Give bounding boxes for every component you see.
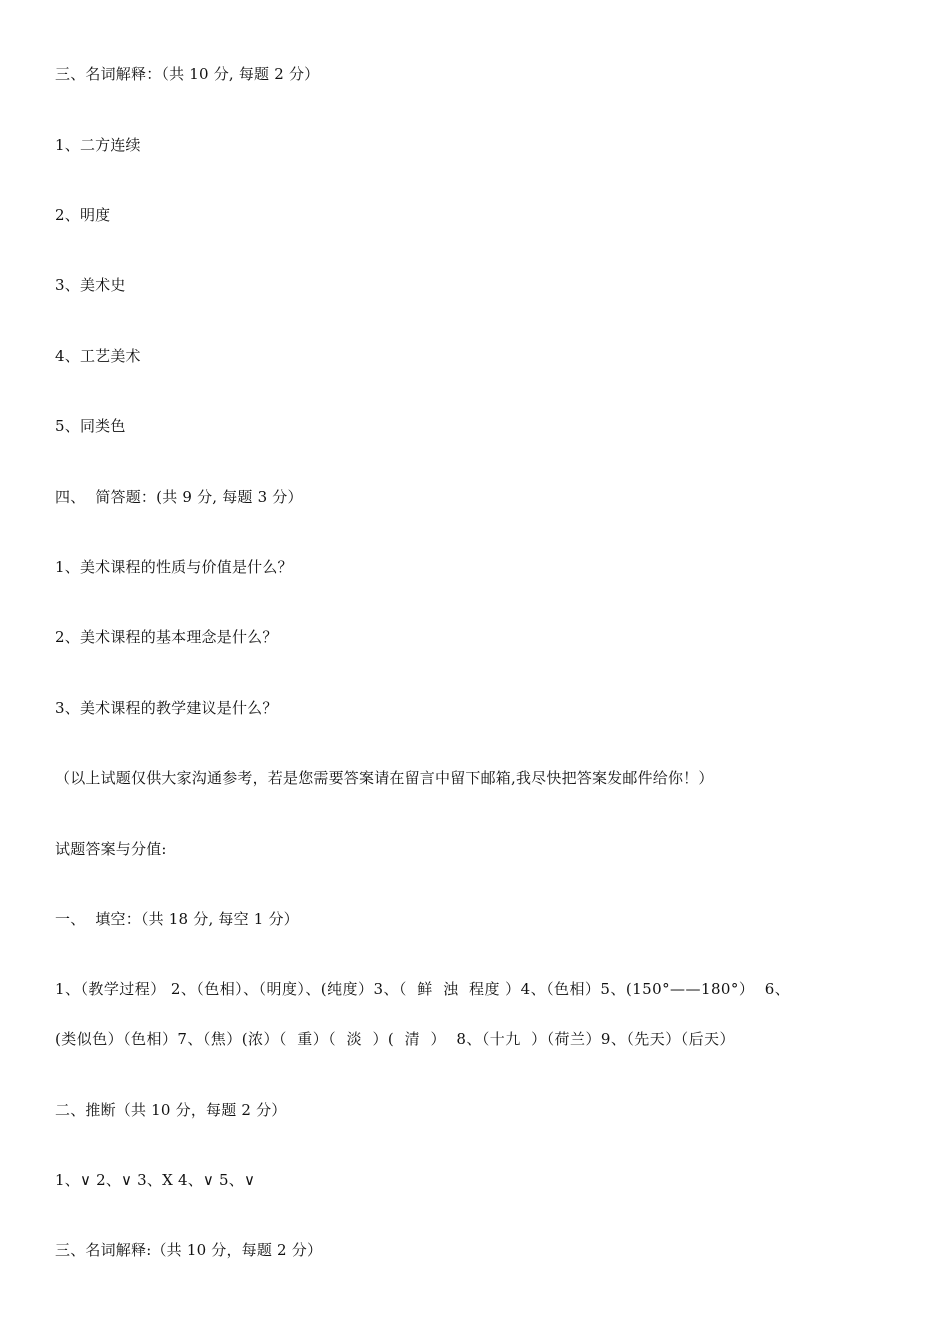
question-item-3: 3、美术课程的教学建议是什么？ xyxy=(55,699,278,717)
term-item-5: 5、同类色 xyxy=(55,417,126,435)
answer-section1-line2: (类似色）（色相）7、（焦）(浓）（ 重）（ 淡 ）( 清 ） 8、（十九 ）（荷兰）9、（先天）（后天） xyxy=(55,1030,735,1048)
term-item-2: 2、明度 xyxy=(55,206,111,224)
answer-section2-line: 1、∨ 2、∨ 3、X 4、∨ 5、∨ xyxy=(55,1171,256,1189)
answer-section3-title: 三、名词解释:（共 10 分，每题 2 分） xyxy=(55,1241,323,1259)
answer-section2-title: 二、推断（共 10 分，每题 2 分） xyxy=(55,1101,287,1119)
answers-heading: 试题答案与分值: xyxy=(55,840,167,858)
answer-section1-line1: 1、（教学过程） 2、（色相）、（明度）、(纯度）3、（ 鲜 浊 程度 ）4、（色相）5、(150°——180°） 6、 xyxy=(55,980,791,998)
term-item-4: 4、工艺美术 xyxy=(55,347,141,365)
section3-title: 三、名词解释：（共 10 分, 每题 2 分） xyxy=(55,65,320,83)
question-item-2: 2、美术课程的基本理念是什么？ xyxy=(55,628,278,646)
note-paragraph: （以上试题仅供大家沟通参考，若是您需要答案请在留言中留下邮箱,我尽快把答案发邮件给你！） xyxy=(55,769,714,787)
term-item-3: 3、美术史 xyxy=(55,276,126,294)
section4-title: 四、 简答题：(共 9 分, 每题 3 分） xyxy=(55,488,303,506)
term-item-1: 1、二方连续 xyxy=(55,136,141,154)
answer-section1-title: 一、 填空：（共 18 分, 每空 1 分） xyxy=(55,910,299,928)
question-item-1: 1、美术课程的性质与价值是什么？ xyxy=(55,558,293,576)
